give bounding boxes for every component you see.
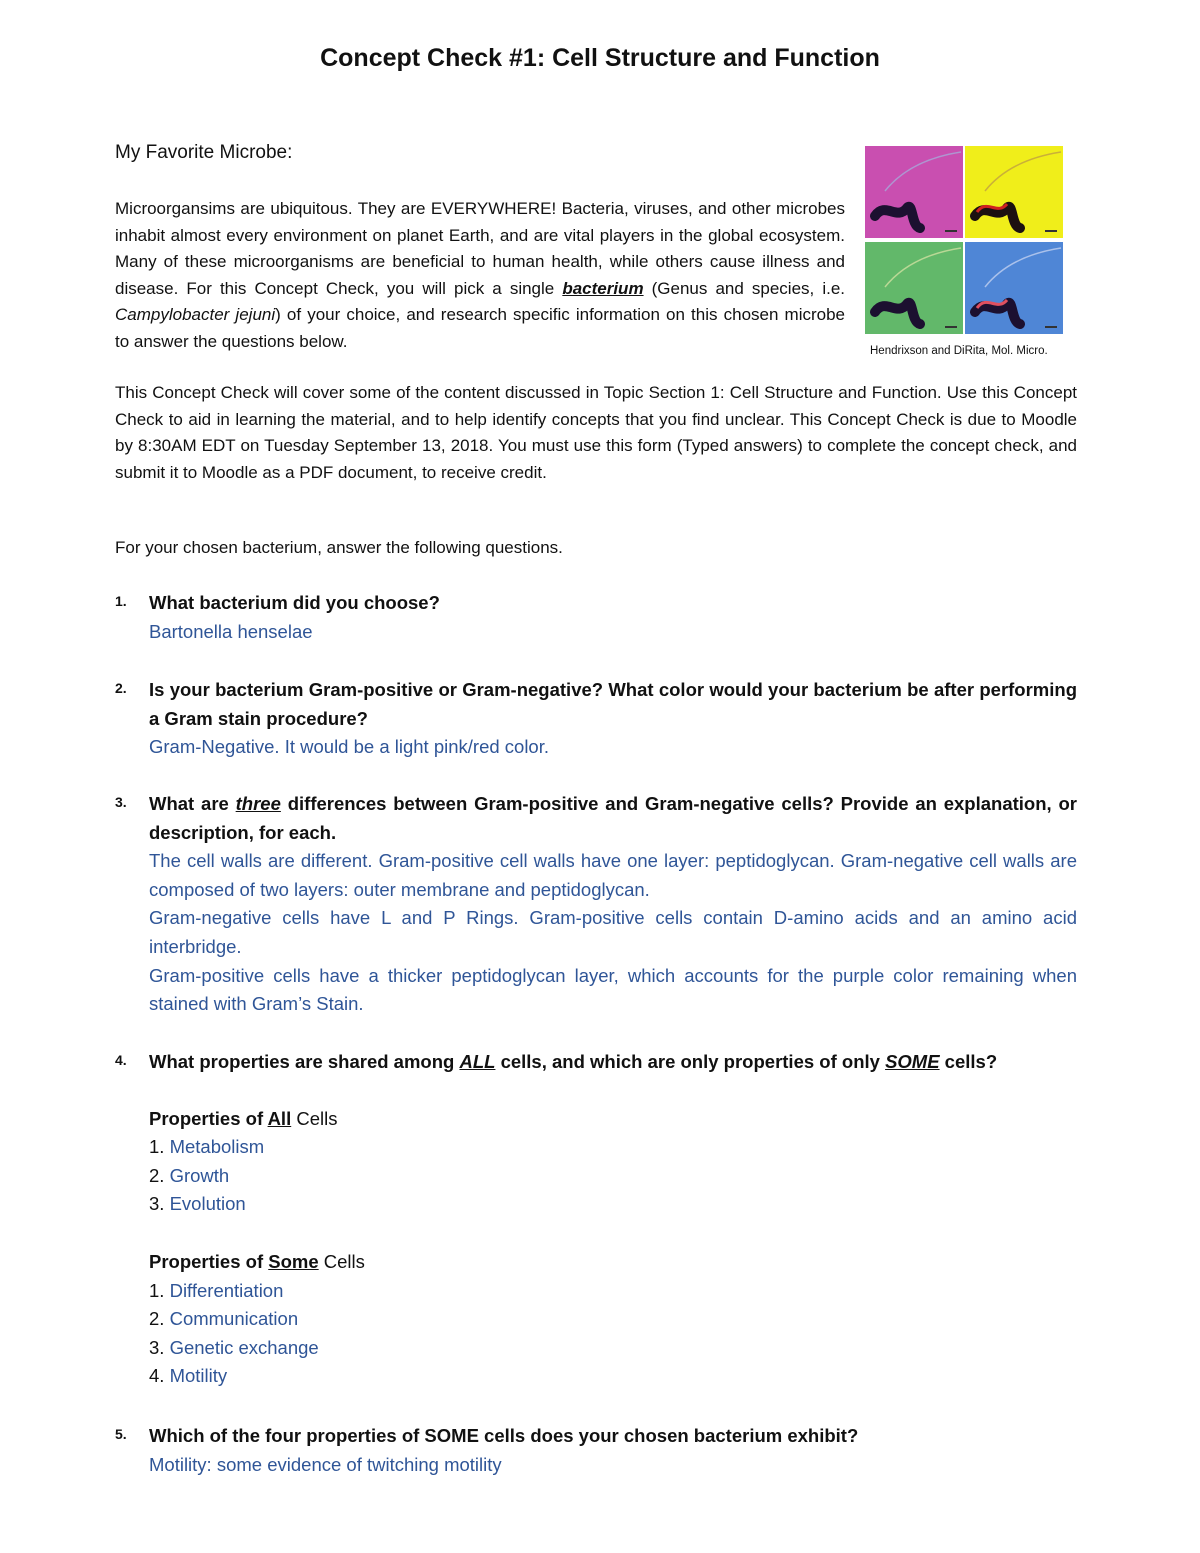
heading-underlined: Some [268, 1250, 319, 1272]
item-number: 1. [149, 1136, 170, 1158]
intro-heading: My Favorite Microbe: [115, 142, 293, 163]
question-text-part: cells? [939, 1051, 998, 1072]
some-cells-item [149, 1334, 1077, 1363]
figure-caption: Hendrixson and DiRita, Mol. Micro. [870, 345, 1048, 357]
microbe-figure [865, 146, 1065, 334]
page-title: Concept Check #1: Cell Structure and Function [320, 44, 880, 72]
answer-text: The cell walls are different. Gram-positive cell walls have one layer: peptidoglycan. Gram-negative cell walls are composed of two layers: outer membrane and peptidoglycan. [149, 850, 1077, 900]
intro-text-example: Campylobacter jejuni [115, 305, 276, 325]
item-value: Growth [169, 1164, 230, 1186]
figure-panel-yellow [965, 146, 1063, 238]
question-number: 1. [115, 593, 127, 609]
question-text-part: cells, and which are only properties of only [495, 1051, 886, 1072]
item-number: 1. [149, 1279, 170, 1301]
some-cells-item [149, 1277, 1077, 1306]
intro-text-start: Microorgansims are ubiquitous. They are EVERYWHERE! Bacteria, viruses, and other microbes inhabit almost every environment on planet Earth, and are vital players in the global ecosystem. Many of these microorganisms are beneficial to human health, while others cause illness and disease. For this Concept Check, you will pick a single [115, 199, 845, 298]
item-value: Communication [169, 1308, 299, 1330]
question-number: 5. [115, 1426, 127, 1442]
some-cells-item [149, 1305, 1077, 1334]
question-text-part: What are [149, 793, 236, 814]
some-cells-item [149, 1362, 1077, 1391]
heading-part: Cells [291, 1107, 338, 1129]
figure-panel-magenta [865, 146, 963, 238]
answer-text: Gram-negative cells have L and P Rings. Gram-positive cells contain D-amino acids and an amino acid interbridge. [149, 907, 1077, 957]
question-emphasis-all: ALL [459, 1051, 496, 1072]
question-text: Is your bacterium Gram-positive or Gram-negative? What color would your bacterium be after performing a Gram stain procedure? [149, 679, 1077, 729]
item-number: 3. [149, 1193, 170, 1215]
heading-part: Cells [318, 1250, 365, 1272]
heading-part: Properties of [149, 1250, 269, 1272]
item-value: Differentiation [169, 1279, 284, 1301]
item-number: 3. [149, 1336, 170, 1358]
item-value: Genetic exchange [169, 1336, 319, 1358]
all-cells-item [149, 1133, 1077, 1162]
answer-text: Gram-positive cells have a thicker peptidoglycan layer, which accounts for the purple color remaining when stained with Gram’s Stain. [149, 964, 1077, 1015]
question-text [149, 790, 1077, 847]
item-number: 4. [149, 1365, 170, 1387]
question-emphasis-some: SOME [885, 1051, 940, 1072]
question-text: What bacterium did you choose? [149, 592, 440, 613]
concept-check-paragraph: This Concept Check will cover some of the content discussed in Topic Section 1: Cell Structure and Function. Use this Concept Check to aid in learning the material, and to help identify concepts that you find unclear. This Concept Check is due to Moodle by 8:30AM EDT on Tuesday September 13, 2018. You must use this form (Typed answers) to complete the concept check, and submit it to Moodle as a PDF document, to receive credit. [115, 383, 1077, 482]
answer-text: Motility: some evidence of twitching motility [149, 1453, 502, 1475]
intro-paragraph [115, 196, 845, 356]
question-number: 3. [115, 794, 127, 810]
heading-underlined: All [267, 1107, 292, 1129]
question-emphasis: three [235, 793, 281, 814]
question-3 [115, 790, 1077, 1019]
question-text-part: What properties are shared among [149, 1051, 460, 1072]
intro-text-mid: (Genus and species, i.e. [643, 278, 845, 298]
question-5 [115, 1422, 1077, 1479]
answer-text: Gram-Negative. It would be a light pink/red color. [149, 736, 549, 758]
question-text-part: differences between Gram-positive and Gram-negative cells? Provide an explanation, or description, for each. [149, 793, 1077, 843]
item-value: Evolution [169, 1193, 246, 1215]
questions-prompt: For your chosen bacterium, answer the following questions. [115, 538, 563, 557]
item-number: 2. [149, 1308, 170, 1330]
question-1 [115, 589, 1077, 646]
question-text [149, 1048, 1077, 1077]
question-2 [115, 676, 1077, 762]
some-cells-heading [149, 1248, 1077, 1277]
all-cells-item [149, 1162, 1077, 1191]
question-number: 4. [115, 1052, 127, 1068]
answer-text: Bartonella henselae [149, 620, 313, 642]
question-number: 2. [115, 680, 127, 696]
item-value: Motility [169, 1365, 228, 1387]
all-cells-item [149, 1190, 1077, 1219]
figure-panel-blue [965, 242, 1063, 334]
figure-panel-green [865, 242, 963, 334]
item-value: Metabolism [169, 1136, 265, 1158]
intro-text-end: ) of your choice, and research specific information on this chosen microbe to answer the questions below. [115, 305, 845, 351]
question-text: Which of the four properties of SOME cells does your chosen bacterium exhibit? [149, 1425, 859, 1446]
heading-part: Properties of [149, 1107, 268, 1129]
all-cells-heading [149, 1105, 1077, 1134]
question-4 [115, 1048, 1077, 1391]
item-number: 2. [149, 1164, 170, 1186]
intro-text-bacterium: bacterium [562, 278, 644, 298]
